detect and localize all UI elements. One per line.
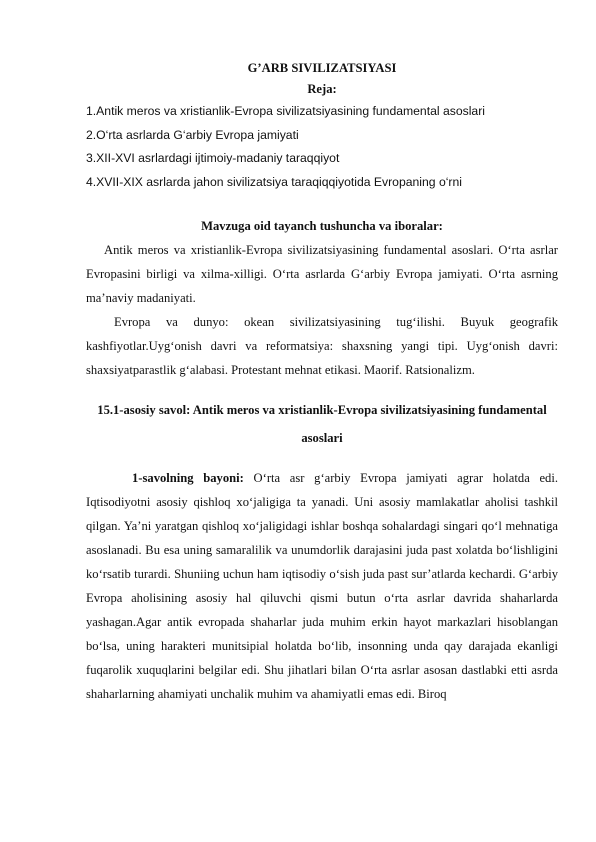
statement-text: O‘rta asr g‘arbiy Evropa jamiyati agrar holatda edi. Iqtisodiyotni asosiy qishloq xo‘jaligiga ta yanadi. Uni asosiy mamlakatlar aholisi tashkil qilgan. Ya’ni yaratgan qishloq xo‘jaligidagi ishlar boshqa sohalardagi singari qo‘l mehnatiga asoslanadi. Bu esa uning samaralilik va unumdorlik darajasini juda past xolatda bo‘lishligini ko‘rsatib turardi. Shuniing uchun ham iqtisodiy o‘sish juda past sur’atlarda kechardi. G‘arbiy Evropa aholisining asosiy hal qiluvchi qismi butun o‘rta asrlar davrida shaharlarda yashagan.Agar antik evropada shaharlar juda muhim erkin hayot markazlari hisoblangan bo‘lsa, uning harakteri munitsipial holatda bo‘lib, insonning unda qay darajada ekanligi fuqarolik xuquqlarini belgilar edi. Shu jihatlari bilan O‘rta asrlar asosan dastlabki etti asrda shaharlarning ahamiyati unchalik muhim va ahamiyatli emas edi. Biroq: [86, 471, 558, 701]
concepts-paragraph: Evropa va dunyo: okean sivilizatsiyasining tug‘ilishi. Buyuk geografik kashfiyotlar.Uyg‘onish davri va reformatsiya: shaxsning yangi tipi. Uyg‘onish davri: shaxsiyatparastlik g‘alabasi. Protestant mehnat etikasi. Maorif. Ratsionalizm.: [86, 315, 558, 377]
concepts-title: Mavzuga oid tayanch tushuncha va iboralar:: [201, 219, 443, 233]
document-title: G’ARB SIVILIZATSIYASI: [247, 61, 397, 75]
statement-label: 1-savolning bayoni:: [132, 471, 244, 485]
document-page: [86, 58, 558, 706]
plan-item: 2.O‘rta asrlarda G‘arbiy Evropa jamiyati: [86, 127, 299, 142]
concepts-paragraph: Antik meros va xristianlik-Evropa sivilizatsiyasining fundamental asoslari. O‘rta asrlar Evropasini birligi va xilma-xilligi. O‘rta asrlarda G‘arbiy Evropa jamiyati. O‘rta asrning ma’naviy madaniyati.: [86, 243, 558, 305]
plan-label: Reja:: [307, 82, 337, 96]
statement-paragraph: [86, 466, 558, 706]
plan-item: 1.Antik meros va xristianlik-Evropa sivilizatsiyasining fundamental asoslari: [86, 104, 485, 118]
plan-item: 4.XVII-XIX asrlarda jahon sivilizatsiya taraqiqqiyotida Evropaning o‘rni: [86, 174, 462, 189]
spacer: [86, 452, 558, 466]
plan-item: 3.XII-XVI asrlardagi ijtimoiy-madaniy taraqqiyot: [86, 151, 340, 165]
question-title: 15.1-asosiy savol: Antik meros va xristianlik-Evropa sivilizatsiyasining fundamental asoslari: [97, 403, 547, 445]
